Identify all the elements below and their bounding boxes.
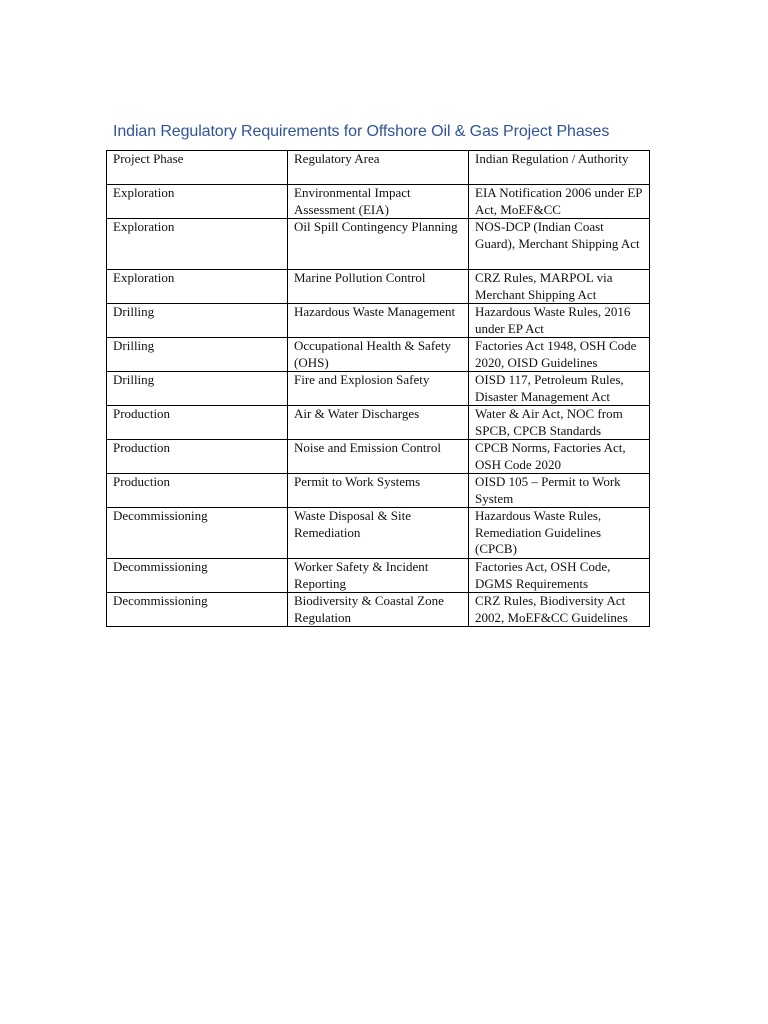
cell-regulatory-area: Noise and Emission Control: [288, 440, 469, 474]
table-row: [107, 440, 650, 474]
cell-regulatory-area: Oil Spill Contingency Planning: [288, 219, 469, 270]
cell-indian-regulation: Hazardous Waste Rules, Remediation Guidelines (CPCB): [469, 508, 650, 559]
cell-project-phase: Production: [107, 474, 288, 508]
table-row: [107, 593, 650, 627]
cell-indian-regulation: OISD 117, Petroleum Rules, Disaster Management Act: [469, 372, 650, 406]
cell-indian-regulation: CRZ Rules, MARPOL via Merchant Shipping Act: [469, 270, 650, 304]
cell-indian-regulation: CPCB Norms, Factories Act, OSH Code 2020: [469, 440, 650, 474]
table-row: [107, 304, 650, 338]
cell-regulatory-area: Air & Water Discharges: [288, 406, 469, 440]
document-title: Indian Regulatory Requirements for Offshore Oil & Gas Project Phases: [113, 123, 610, 140]
header-cell-regulatory-area: Regulatory Area: [288, 151, 469, 185]
cell-project-phase: Decommissioning: [107, 508, 288, 559]
cell-indian-regulation: EIA Notification 2006 under EP Act, MoEF&CC: [469, 185, 650, 219]
cell-regulatory-area: Fire and Explosion Safety: [288, 372, 469, 406]
cell-project-phase: Drilling: [107, 372, 288, 406]
table-row: [107, 474, 650, 508]
cell-project-phase: Production: [107, 406, 288, 440]
cell-indian-regulation: Water & Air Act, NOC from SPCB, CPCB Standards: [469, 406, 650, 440]
cell-regulatory-area: Waste Disposal & Site Remediation: [288, 508, 469, 559]
cell-regulatory-area: Hazardous Waste Management: [288, 304, 469, 338]
cell-project-phase: Exploration: [107, 185, 288, 219]
cell-regulatory-area: Worker Safety & Incident Reporting: [288, 559, 469, 593]
cell-regulatory-area: Occupational Health & Safety (OHS): [288, 338, 469, 372]
cell-indian-regulation: OISD 105 – Permit to Work System: [469, 474, 650, 508]
cell-project-phase: Decommissioning: [107, 593, 288, 627]
cell-project-phase: Drilling: [107, 304, 288, 338]
table-header-row: [107, 151, 650, 185]
table-row: [107, 508, 650, 559]
header-cell-project-phase: Project Phase: [107, 151, 288, 185]
table-row: [107, 372, 650, 406]
regulatory-requirements-table: [106, 150, 650, 627]
cell-project-phase: Production: [107, 440, 288, 474]
header-cell-indian-regulation: Indian Regulation / Authority: [469, 151, 650, 185]
cell-indian-regulation: Hazardous Waste Rules, 2016 under EP Act: [469, 304, 650, 338]
cell-regulatory-area: Marine Pollution Control: [288, 270, 469, 304]
cell-project-phase: Exploration: [107, 270, 288, 304]
cell-regulatory-area: Biodiversity & Coastal Zone Regulation: [288, 593, 469, 627]
cell-regulatory-area: Environmental Impact Assessment (EIA): [288, 185, 469, 219]
cell-regulatory-area: Permit to Work Systems: [288, 474, 469, 508]
cell-indian-regulation: Factories Act, OSH Code, DGMS Requirements: [469, 559, 650, 593]
cell-project-phase: Decommissioning: [107, 559, 288, 593]
cell-indian-regulation: NOS-DCP (Indian Coast Guard), Merchant Shipping Act: [469, 219, 650, 270]
cell-indian-regulation: CRZ Rules, Biodiversity Act 2002, MoEF&CC Guidelines: [469, 593, 650, 627]
cell-project-phase: Exploration: [107, 219, 288, 270]
table-row: [107, 185, 650, 219]
table-row: [107, 559, 650, 593]
cell-project-phase: Drilling: [107, 338, 288, 372]
table-row: [107, 406, 650, 440]
table-row: [107, 219, 650, 270]
table-row: [107, 338, 650, 372]
cell-indian-regulation: Factories Act 1948, OSH Code 2020, OISD Guidelines: [469, 338, 650, 372]
table-row: [107, 270, 650, 304]
